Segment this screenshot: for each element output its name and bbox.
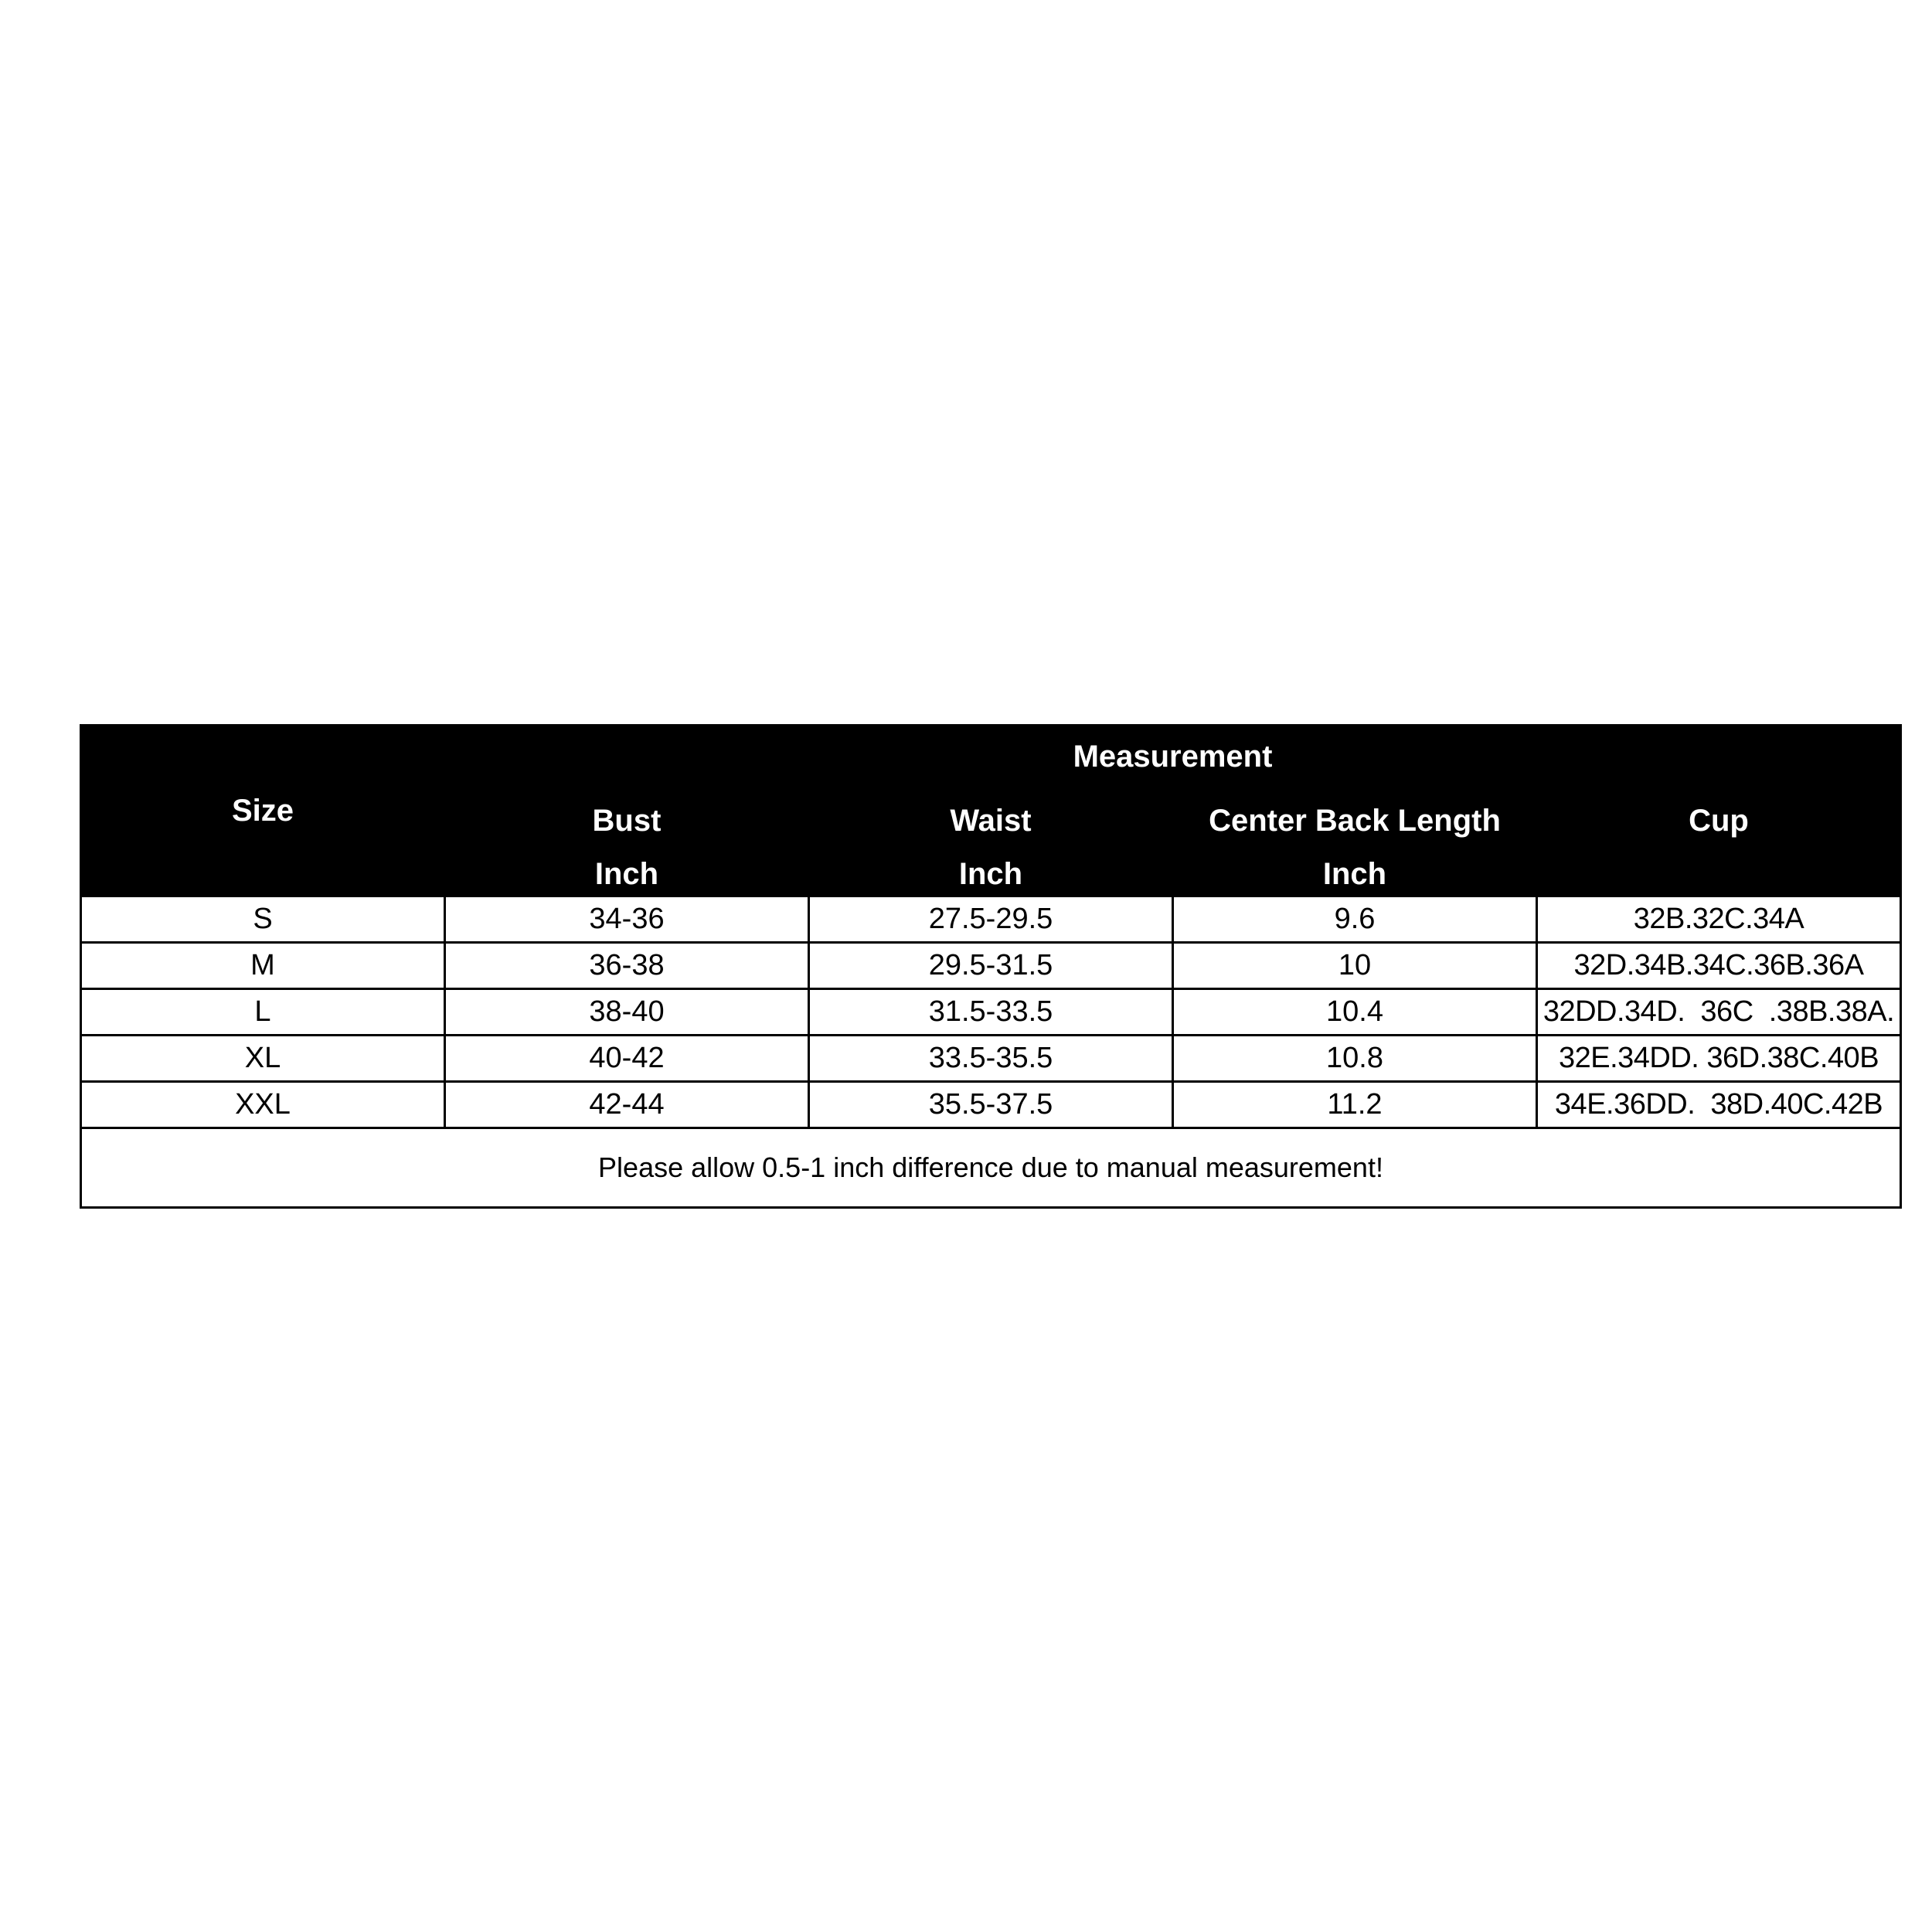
bust-cell: 36-38: [445, 943, 809, 989]
size-cell: L: [81, 989, 445, 1036]
waist-cell: 33.5-35.5: [809, 1036, 1173, 1082]
waist-cell: 27.5-29.5: [809, 896, 1173, 943]
cup-cell: 34E.36DD. 38D.40C.42B: [1537, 1082, 1901, 1128]
cup-header: Cup: [1537, 789, 1901, 853]
table-row: [81, 1036, 1901, 1082]
bust-header: Bust: [445, 789, 809, 853]
center-back-length-cell: 10: [1173, 943, 1537, 989]
measurement-header: Measurement: [445, 726, 1901, 789]
bust-cell: 38-40: [445, 989, 809, 1036]
center-back-length-cell: 9.6: [1173, 896, 1537, 943]
waist-cell: 29.5-31.5: [809, 943, 1173, 989]
size-cell: XXL: [81, 1082, 445, 1128]
waist-unit: Inch: [809, 853, 1173, 896]
waist-cell: 35.5-37.5: [809, 1082, 1173, 1128]
center-back-length-cell: 10.8: [1173, 1036, 1537, 1082]
cup-cell: 32D.34B.34C.36B.36A: [1537, 943, 1901, 989]
header-row-measurement: [81, 726, 1901, 789]
bust-cell: 40-42: [445, 1036, 809, 1082]
waist-header: Waist: [809, 789, 1173, 853]
size-chart-table: [80, 724, 1902, 1209]
size-cell: M: [81, 943, 445, 989]
bust-cell: 34-36: [445, 896, 809, 943]
bust-unit: Inch: [445, 853, 809, 896]
table-row: [81, 1082, 1901, 1128]
center-back-length-header: Center Back Length: [1173, 789, 1537, 853]
cup-cell: 32E.34DD. 36D.38C.40B: [1537, 1036, 1901, 1082]
measurement-note: Please allow 0.5-1 inch difference due to manual measurement!: [81, 1128, 1901, 1208]
center-back-length-cell: 10.4: [1173, 989, 1537, 1036]
table-row: [81, 896, 1901, 943]
note-row: [81, 1128, 1901, 1208]
cup-cell: 32B.32C.34A: [1537, 896, 1901, 943]
cup-unit: [1537, 853, 1901, 896]
table-row: [81, 943, 1901, 989]
center-back-length-unit: Inch: [1173, 853, 1537, 896]
cup-cell: 32DD.34D. 36C .38B.38A.: [1537, 989, 1901, 1036]
size-cell: S: [81, 896, 445, 943]
size-header: Size: [81, 726, 445, 896]
bust-cell: 42-44: [445, 1082, 809, 1128]
center-back-length-cell: 11.2: [1173, 1082, 1537, 1128]
size-cell: XL: [81, 1036, 445, 1082]
waist-cell: 31.5-33.5: [809, 989, 1173, 1036]
table-row: [81, 989, 1901, 1036]
